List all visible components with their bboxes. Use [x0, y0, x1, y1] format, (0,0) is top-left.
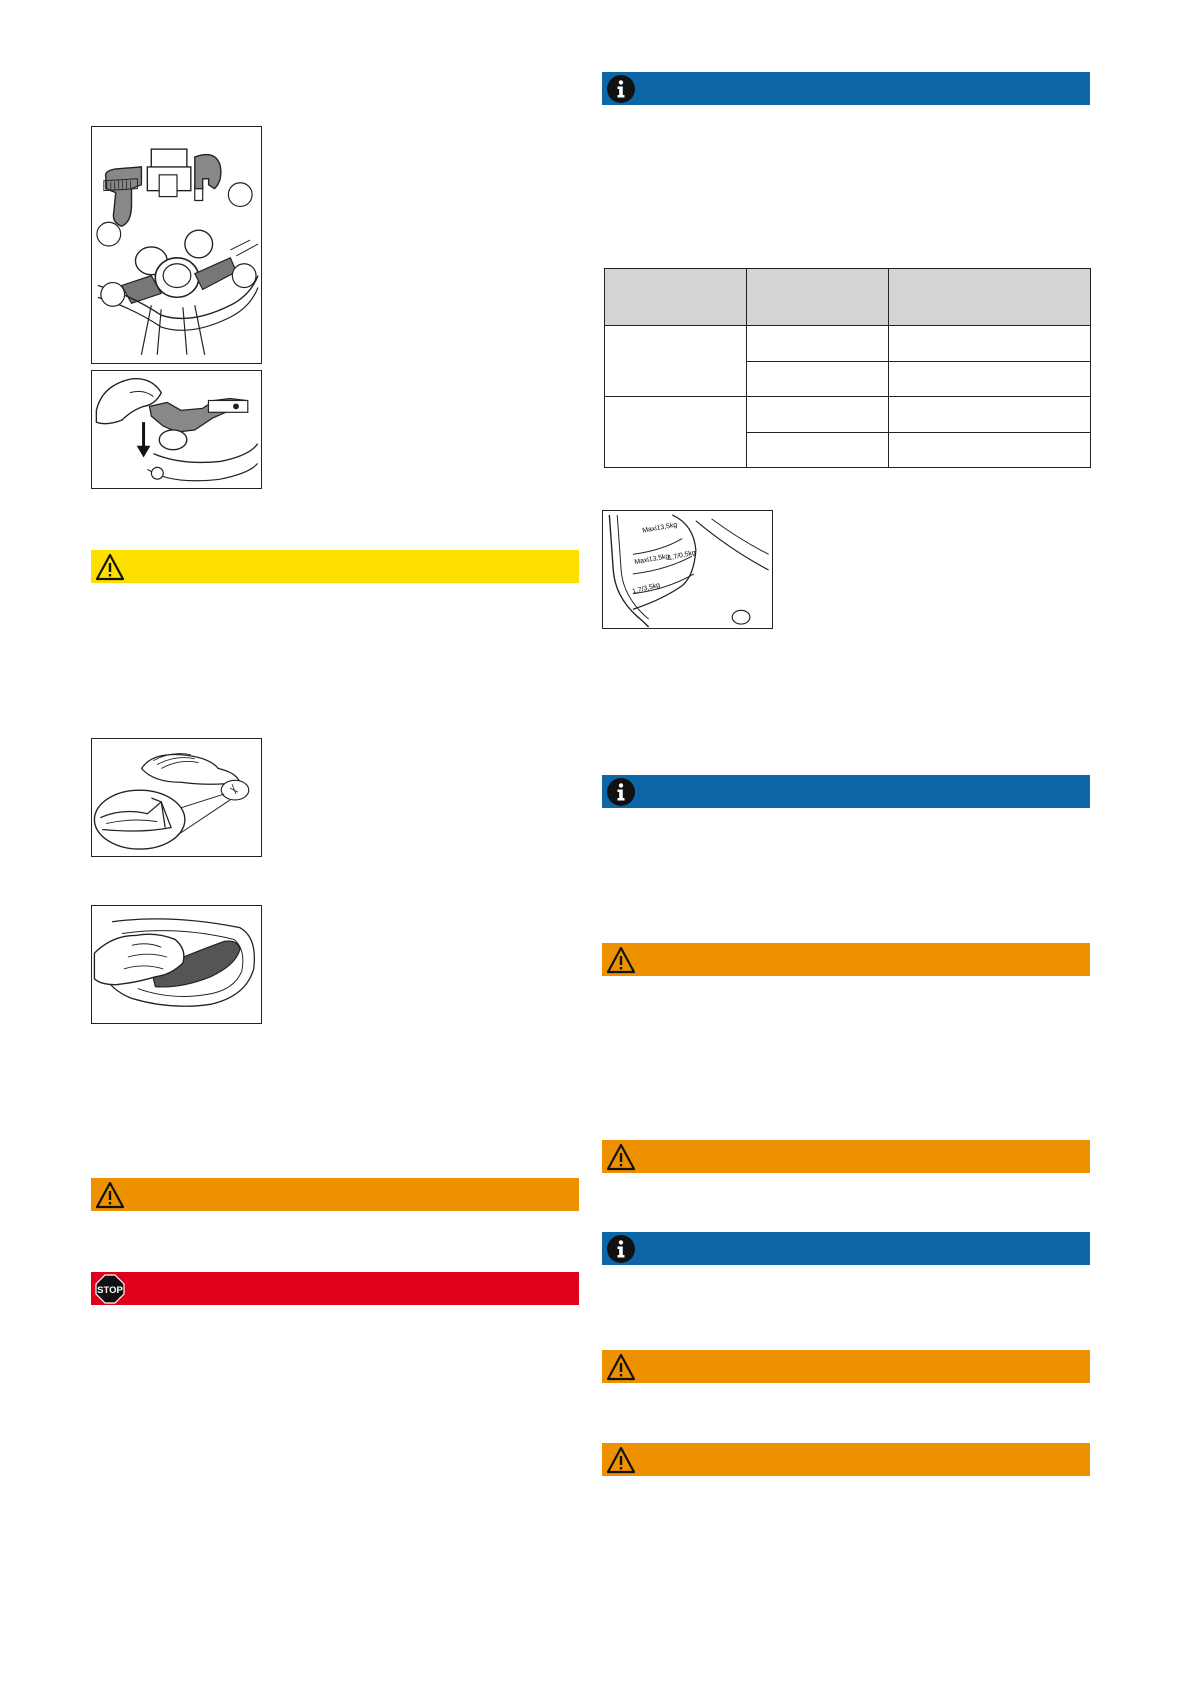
warning-notice-bar [602, 1443, 1090, 1476]
table-cell [747, 397, 889, 433]
info-icon [606, 74, 636, 104]
figure-press-lever [91, 370, 262, 489]
table-cell [889, 326, 1091, 362]
info-notice-bar [602, 775, 1090, 808]
warning-triangle-icon [95, 1180, 125, 1210]
table-header-cell [605, 269, 747, 326]
sole-label-text: 1,7/3,5kg [631, 581, 661, 596]
table-row [605, 397, 1091, 433]
info-notice-bar [602, 72, 1090, 105]
table-header-cell [747, 269, 889, 326]
sole-label-text: Maxi13,5kg [634, 553, 670, 567]
info-icon [606, 777, 636, 807]
table-cell [747, 432, 889, 468]
table-header-cell [889, 269, 1091, 326]
warning-triangle-icon [606, 1142, 636, 1172]
warning-triangle-icon [95, 552, 125, 582]
table-row [605, 326, 1091, 362]
warning-triangle-icon [606, 1352, 636, 1382]
warning-notice-bar [91, 1178, 579, 1211]
table-cell [889, 361, 1091, 397]
table-cell [889, 432, 1091, 468]
table-cell [747, 361, 889, 397]
figure-sole-label [602, 510, 773, 629]
figure-wipe-tray [91, 905, 262, 1024]
sole-label-text: 1,7/0,5kg [667, 549, 697, 563]
warning-notice-bar [602, 1140, 1090, 1173]
stop-sign-icon [95, 1274, 125, 1304]
svg-text:STOP: STOP [97, 1284, 123, 1296]
warning-triangle-icon [606, 1445, 636, 1475]
spec-table [604, 268, 1091, 468]
figure-grip-detail [91, 738, 262, 857]
table-cell [889, 397, 1091, 433]
warning-notice-bar [602, 943, 1090, 976]
table-cell [605, 397, 747, 468]
info-notice-bar [602, 1232, 1090, 1265]
danger-notice-bar [91, 1272, 579, 1305]
table-cell [605, 326, 747, 397]
warning-notice-bar [602, 1350, 1090, 1383]
warning-triangle-icon [606, 945, 636, 975]
figure-brake-assembly [91, 126, 262, 364]
table-cell [747, 326, 889, 362]
info-icon [606, 1234, 636, 1264]
caution-notice-bar [91, 550, 579, 583]
table-header-row [605, 269, 1091, 326]
sole-label-text: Maxi13,5kg [641, 521, 678, 535]
